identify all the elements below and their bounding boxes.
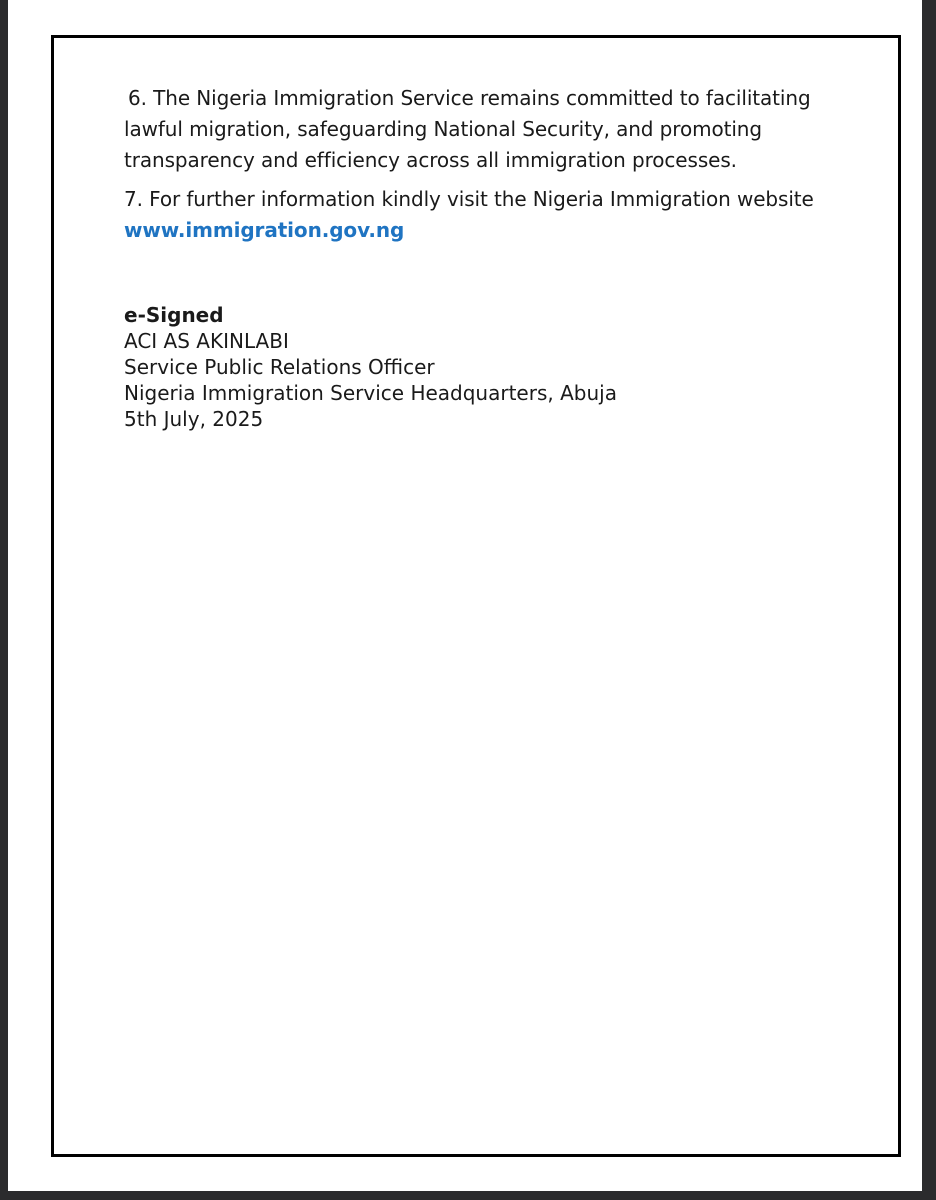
paragraph-6 — [124, 83, 824, 176]
immigration-website-link[interactable]: www.immigration.gov.ng — [124, 218, 405, 242]
signatory-office: Nigeria Immigration Service Headquarters, Abuja — [124, 381, 617, 405]
signatory-title: Service Public Relations Officer — [124, 355, 435, 379]
document-body — [124, 83, 824, 432]
paragraph-6-text: 6. The Nigeria Immigration Service remains committed to facilitating lawful migration, safeguarding National Security, and promoting transparency and efficiency across all immigration processes. — [124, 86, 811, 172]
signatory-name: ACI AS AKINLABI — [124, 329, 289, 353]
signature-date: 5th July, 2025 — [124, 407, 264, 431]
paragraph-7 — [124, 184, 824, 246]
page-border-frame — [51, 35, 901, 1157]
paragraph-7-text: 7. For further information kindly visit the Nigeria Immigration website — [124, 187, 814, 211]
e-signed-label: e-Signed — [124, 303, 224, 327]
signature-block — [124, 302, 824, 432]
document-page — [8, 0, 922, 1191]
